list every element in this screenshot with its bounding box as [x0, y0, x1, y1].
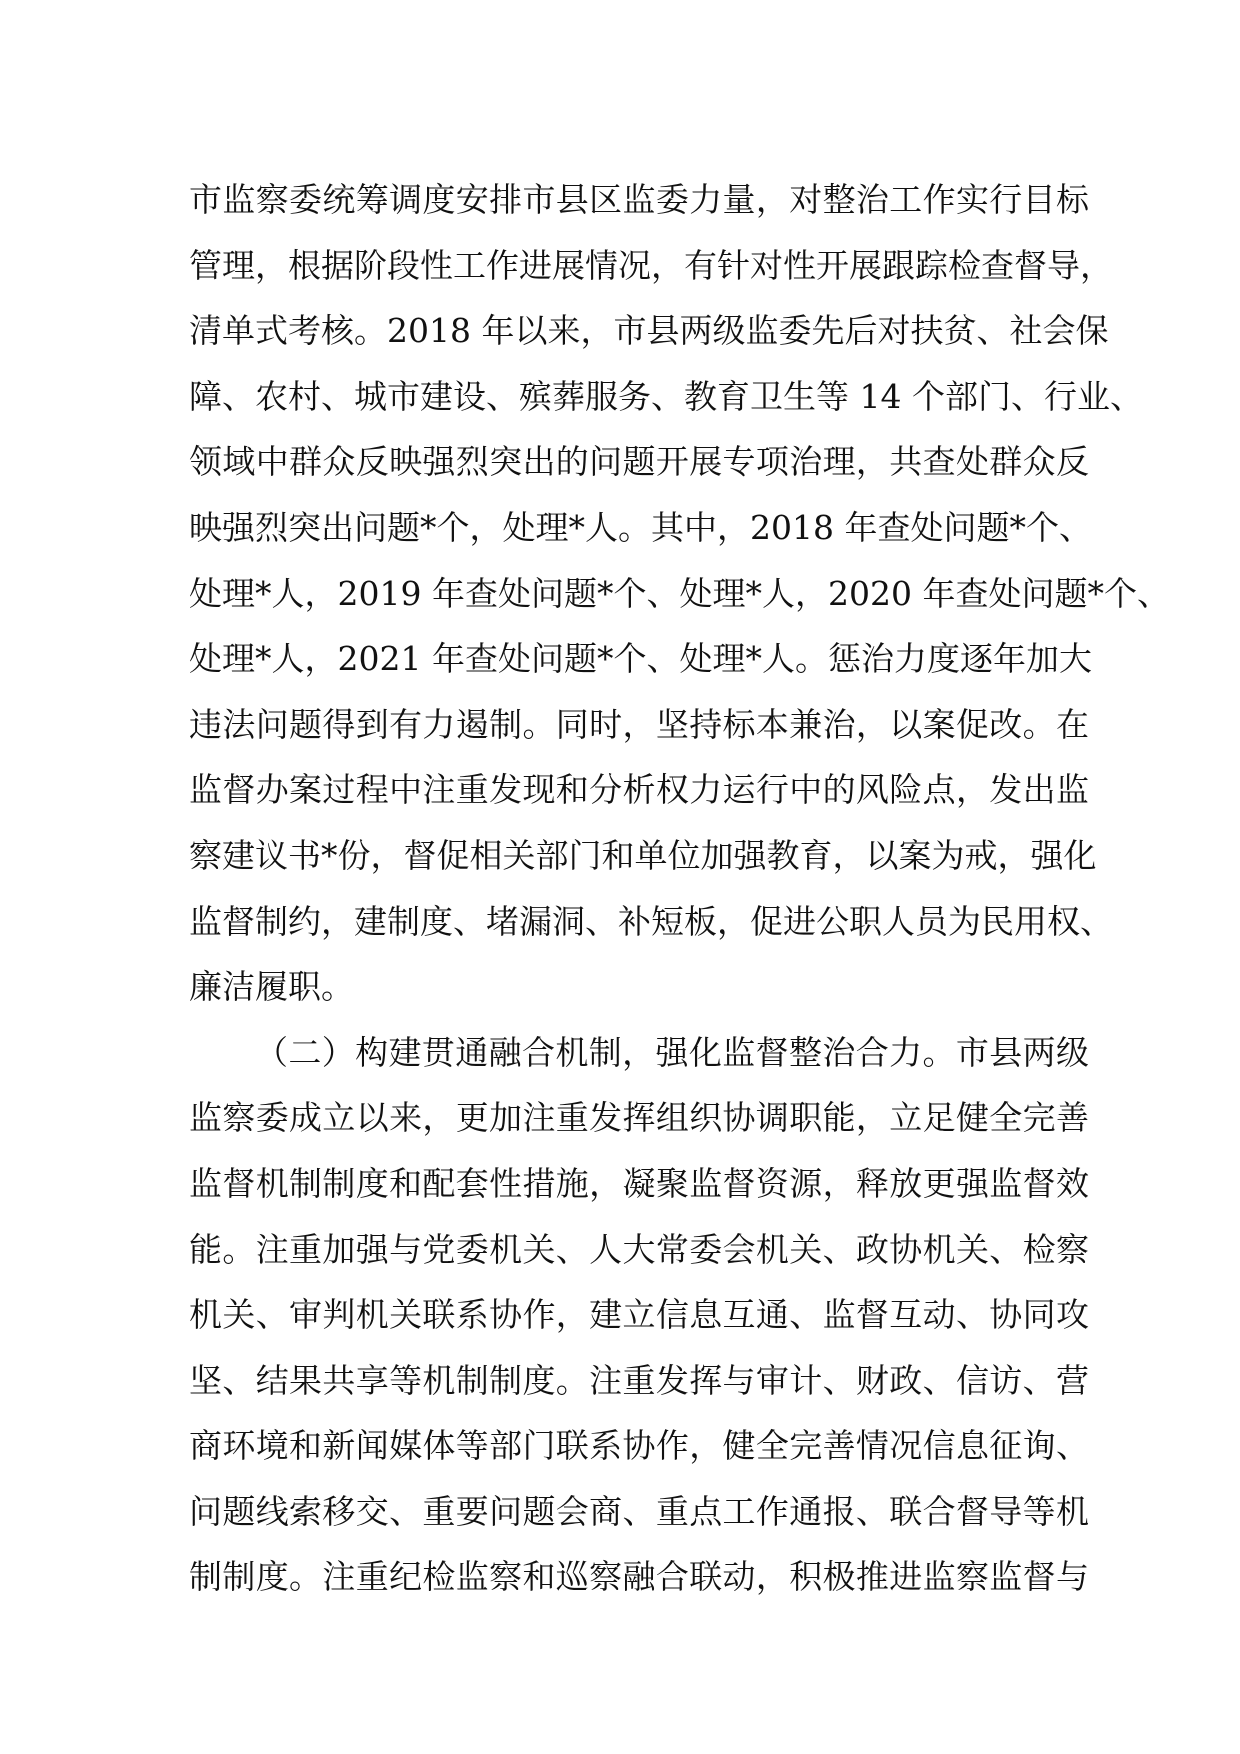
text-line: 映强烈突出问题*个，处理*人。其中，2018 年查处问题*个、	[189, 507, 1092, 547]
text-line: 清单式考核。2018 年以来，市县两级监委先后对扶贫、社会保	[189, 311, 1109, 351]
text-line: 市监察委统筹调度安排市县区监委力量，对整治工作实行目标	[189, 180, 1089, 219]
text-line: 管理，根据阶段性工作进展情况，有针对性开展跟踪检查督导，	[189, 245, 1113, 285]
text-line: 坚、结果共享等机制制度。注重发挥与审计、财政、信访、营	[189, 1360, 1089, 1400]
text-line: 处理*人，2021 年查处问题*个、处理*人。惩治力度逐年加大	[189, 639, 1092, 679]
text-line: 能。注重加强与党委机关、人大常委会机关、政协机关、检察	[189, 1229, 1089, 1269]
text-line: 机关、审判机关联系协作，建立信息互通、监督互动、协同攻	[189, 1295, 1089, 1335]
text-line: 商环境和新闻媒体等部门联系协作，健全完善情况信息征询、	[189, 1426, 1089, 1466]
text-line: 问题线索移交、重要问题会商、重点工作通报、联合督导等机	[189, 1491, 1089, 1531]
text-line: 监督机制制度和配套性措施，凝聚监督资源，释放更强监督效	[189, 1163, 1089, 1203]
section-heading-line: （二）构建贯通融合机制，强化监督整治合力。市县两级	[255, 1032, 1089, 1072]
text-line: 制制度。注重纪检监察和巡察融合联动，积极推进监察监督与	[189, 1557, 1089, 1597]
text-line: 监督办案过程中注重发现和分析权力运行中的风险点，发出监	[189, 770, 1089, 810]
text-line: 察建议书*份，督促相关部门和单位加强教育，以案为戒，强化	[189, 835, 1097, 875]
text-line: 障、农村、城市建设、殡葬服务、教育卫生等 14 个部门、行业、	[189, 376, 1143, 416]
text-line: 监督制约，建制度、堵漏洞、补短板，促进公职人员为民用权、	[189, 901, 1113, 941]
text-line: 廉洁履职。	[189, 967, 354, 1007]
body-text	[189, 167, 1170, 1610]
text-line: 处理*人，2019 年查处问题*个、处理*人，2020 年查处问题*个、	[189, 573, 1170, 613]
text-line: 领域中群众反映强烈突出的问题开展专项治理，共查处群众反	[189, 442, 1089, 482]
text-line: 监察委成立以来，更加注重发挥组织协调职能，立足健全完善	[189, 1098, 1089, 1138]
text-line: 违法问题得到有力遏制。同时，坚持标本兼治，以案促改。在	[189, 704, 1089, 744]
